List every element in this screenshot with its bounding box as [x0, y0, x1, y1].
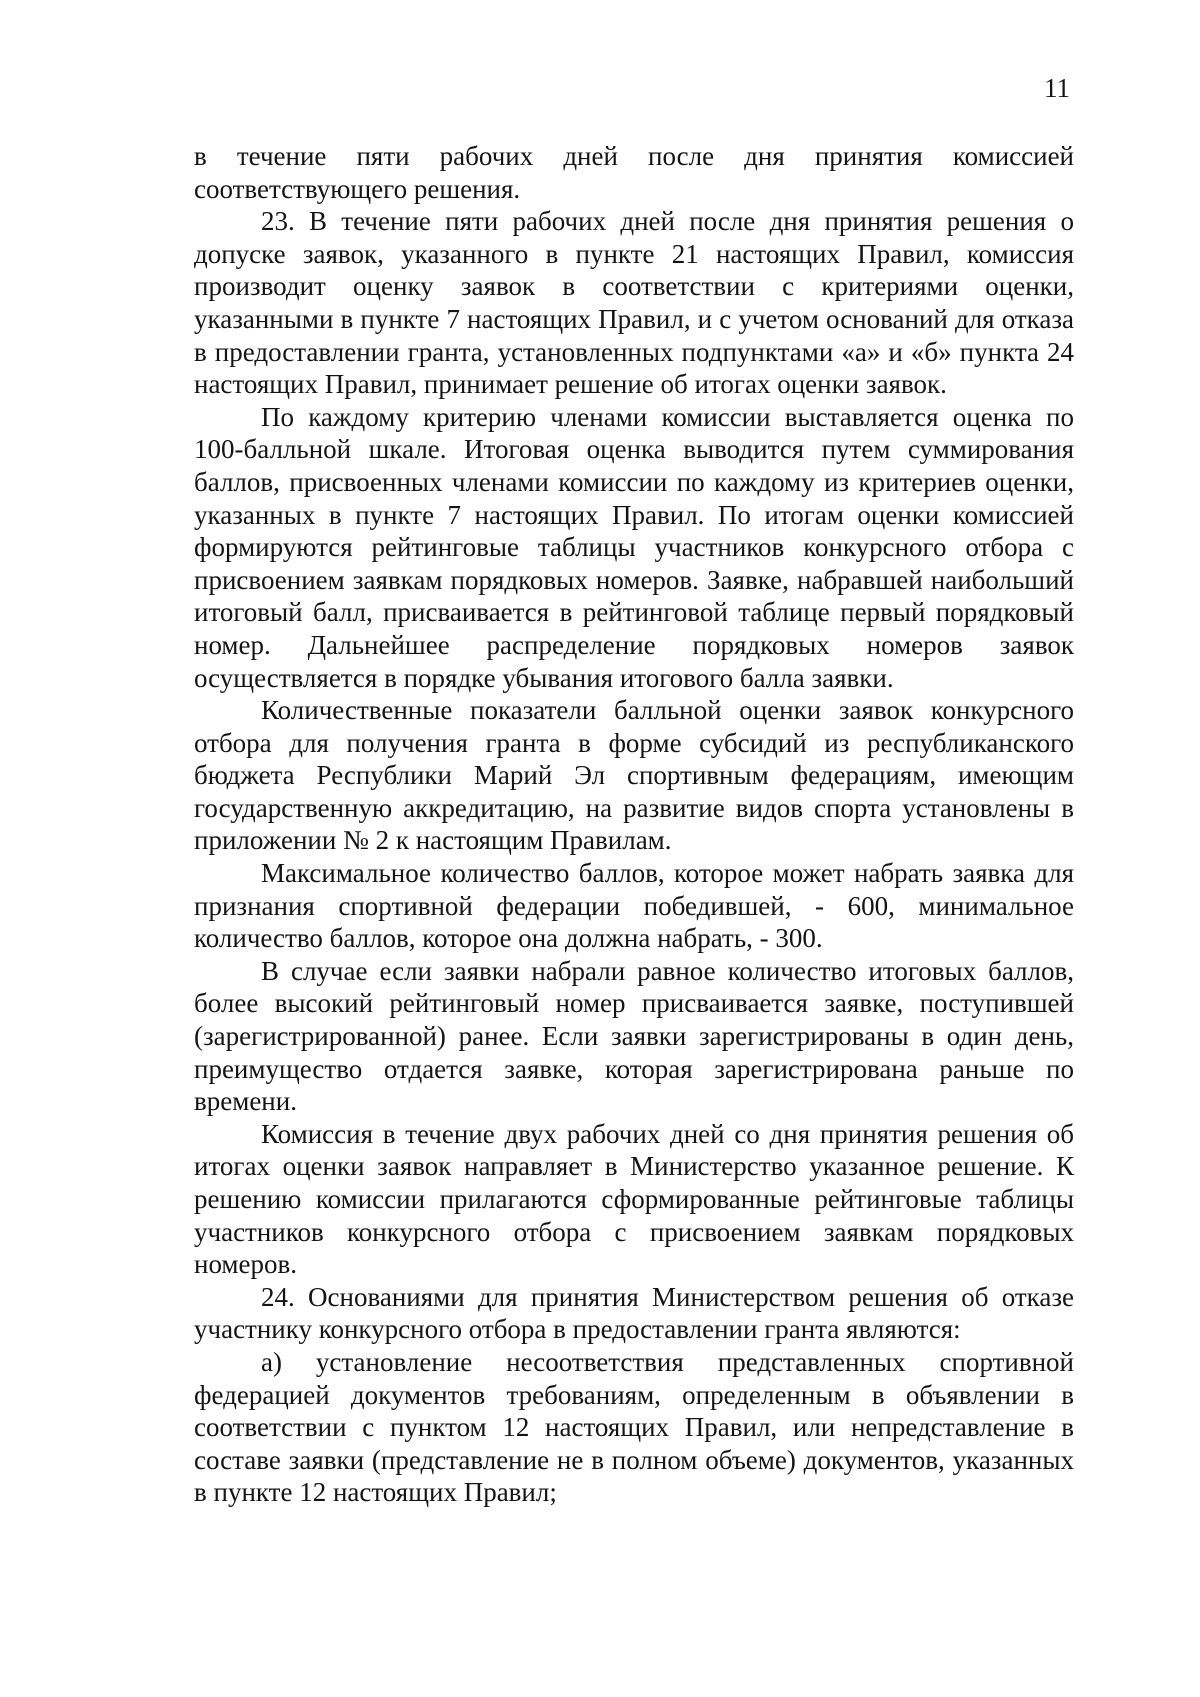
paragraph-tie-break: В случае если заявки набрали равное количество итоговых баллов, более высокий рейтинговый номер присваивается заявке, поступившей (зарегистрированной) ранее. Если заявки зарегистрированы в один день, преимущество отдается заявке, которая зарегистрирована раньше по времени.: [194, 955, 1074, 1117]
page-number: 11: [1044, 73, 1070, 103]
paragraph-subclause-a: а) установление несоответствия представленных спортивной федерацией документов требованиям, определенным в объявлении в соответствии с пунктом 12 настоящих Правил, или непредставление в составе заявки (представление не в полном объеме) документов, указанных в пункте 12 настоящих Правил;: [194, 1346, 1074, 1508]
paragraph-continuation: в течение пяти рабочих дней после дня принятия комиссией соответствующего решения.: [194, 141, 1074, 204]
paragraph-commission-decision: Комиссия в течение двух рабочих дней со дня принятия решения об итогах оценки заявок направляет в Министерство указанное решение. К решению комиссии прилагаются сформированные рейтинговые таблицы участников конкурсного отбора с присвоением заявкам порядковых номеров.: [194, 1118, 1074, 1280]
paragraph-score-limits: Максимальное количество баллов, которое может набрать заявка для признания спортивной федерации победившей, - 600, минимальное количество баллов, которое она должна набрать, - 300.: [194, 858, 1074, 954]
paragraph-scoring: По каждому критерию членами комиссии выставляется оценка по 100-балльной шкале. Итоговая оценка выводится путем суммирования баллов, присвоенных членами комиссии по каждому из критериев оценки, указанных в пункте 7 настоящих Правил. По итогам оценки комиссией формируются рейтинговые таблицы участников конкурсного отбора с присвоением заявкам порядковых номеров. Заявке, набравшей наибольший итоговый балл, присваивается в рейтинговой таблице первый порядковый номер. Дальнейшее распределение порядковых номеров заявок осуществляется в порядке убывания итогового балла заявки.: [194, 401, 1074, 693]
paragraph-quantitative-indicators: Количественные показатели балльной оценки заявок конкурсного отбора для получения гранта в форме субсидий из республиканского бюджета Республики Марий Эл спортивным федерациям, имеющим государственную аккредитацию, на развитие видов спорта установлены в приложении № 2 к настоящим Правилам.: [194, 695, 1074, 856]
paragraph-clause-24: 24. Основаниями для принятия Министерством решения об отказе участнику конкурсного отбора в предоставлении гранта являются:: [194, 1281, 1074, 1345]
paragraph-clause-23: 23. В течение пяти рабочих дней после дня принятия решения о допуске заявок, указанного в пункте 21 настоящих Правил, комиссия производит оценку заявок в соответствии с критериями оценки, указанными в пункте 7 настоящих Правил, и с учетом оснований для отказа в предоставлении гранта, установленных подпунктами «а» и «б» пункта 24 настоящих Правил, принимает решение об итогах оценки заявок.: [194, 206, 1074, 400]
document-body: [194, 140, 1074, 1509]
